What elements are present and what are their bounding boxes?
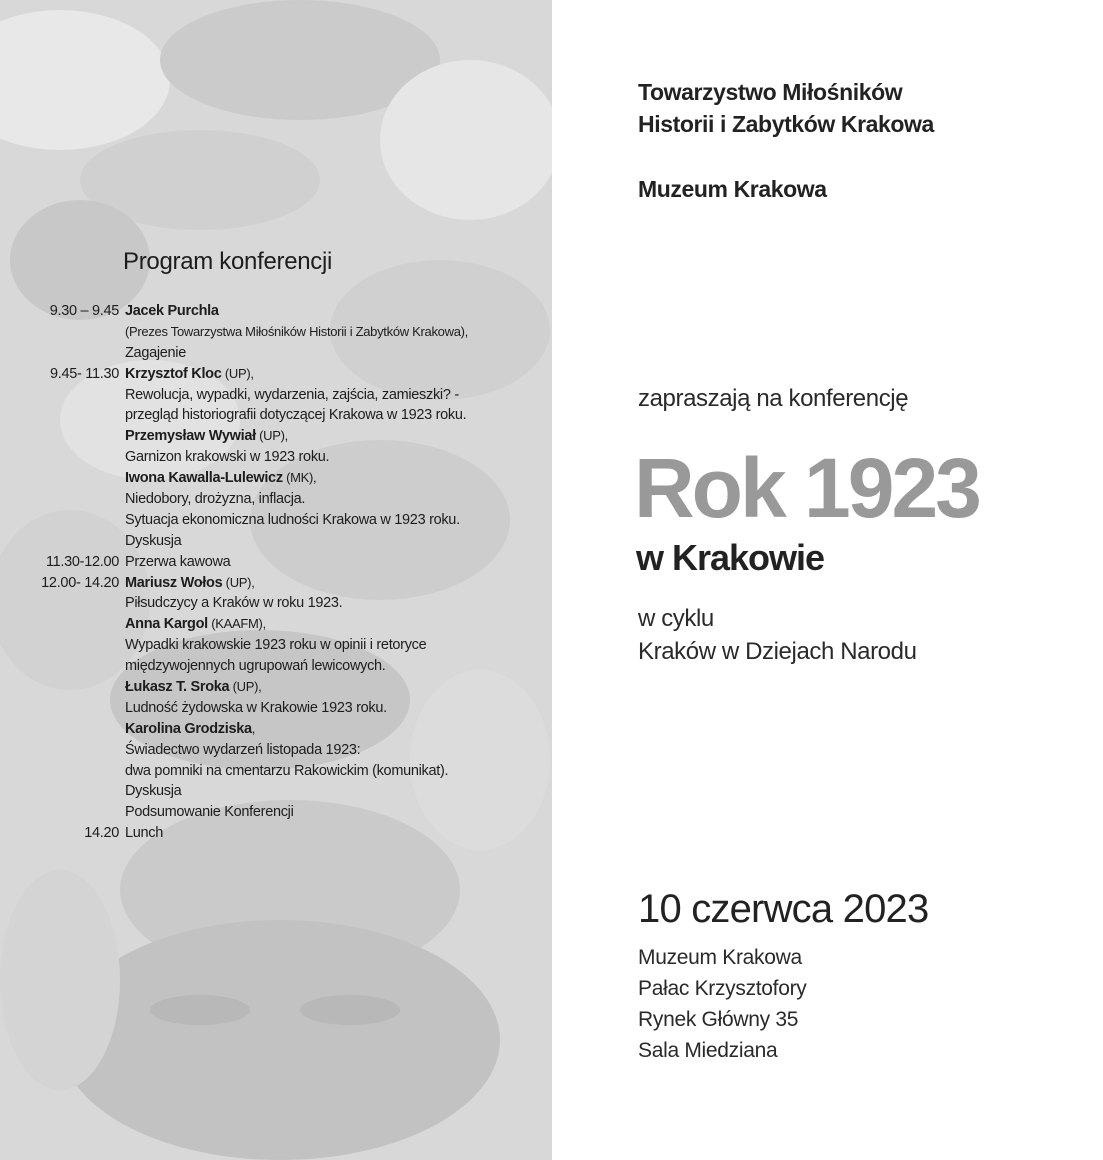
session-body <box>125 387 459 403</box>
organizer-line-1: Towarzystwo Miłośników <box>638 79 903 105</box>
session-time: 12.00- 14.20 <box>41 574 119 591</box>
program-row <box>0 491 552 512</box>
invitation-panel <box>552 0 1103 1160</box>
session-text: dwa pomniki na cmentarzu Rakowickim (komunikat). <box>125 762 449 779</box>
session-text: Dyskusja <box>125 783 182 800</box>
program-row <box>0 303 552 324</box>
speaker-name: Anna Kargol <box>125 616 208 633</box>
session-body <box>125 763 448 779</box>
session-body <box>125 700 387 716</box>
session-body <box>125 491 305 507</box>
speaker-name: Iwona Kawalla-Lulewicz <box>125 470 283 487</box>
program-row <box>0 324 552 345</box>
program-row <box>0 575 552 596</box>
invitation-text: zapraszają na konferencję <box>638 385 909 412</box>
session-body <box>125 595 342 611</box>
session-body <box>125 449 329 465</box>
program-row <box>0 742 552 763</box>
session-text: Świadectwo wydarzeń listopada 1923: <box>125 741 361 758</box>
program-row <box>0 533 552 554</box>
session-time: 11.30-12.00 <box>45 553 119 570</box>
program-row <box>0 804 552 825</box>
session-time: 14.20 <box>84 825 119 842</box>
speaker-affiliation: (KAAFM), <box>207 616 266 632</box>
session-text: (Prezes Towarzystwa Miłośników Historii i Zabytków Krakowa), <box>125 323 468 339</box>
session-body <box>125 679 261 695</box>
speaker-affiliation: (UP), <box>229 679 262 695</box>
session-time: 9.45- 11.30 <box>50 365 119 382</box>
session-body <box>125 721 255 737</box>
session-time: 9.30 – 9.45 <box>49 303 119 319</box>
session-body <box>125 324 468 339</box>
program-row <box>0 345 552 366</box>
session-body <box>125 616 266 632</box>
session-body <box>125 804 294 820</box>
cycle-name: Kraków w Dziejach Narodu <box>638 638 917 665</box>
session-text: Zagajenie <box>125 344 186 361</box>
session-body <box>125 637 426 653</box>
session-text: Rewolucja, wypadki, wydarzenia, zajścia, zamieszki? - <box>125 386 459 403</box>
session-text: Garnizon krakowski w 1923 roku. <box>125 449 330 466</box>
program-title: Program konferencji <box>123 248 333 275</box>
speaker-name: Mariusz Wołos <box>125 574 223 591</box>
cycle-label: w cyklu <box>638 605 714 632</box>
session-body <box>125 428 288 444</box>
conference-date: 10 czerwca 2023 <box>638 887 929 931</box>
speaker-name: Łukasz T. Sroka <box>125 679 230 696</box>
program-row <box>0 658 552 679</box>
session-body <box>125 366 254 382</box>
session-body <box>125 407 466 423</box>
program-row <box>0 387 552 408</box>
program-row <box>0 554 552 575</box>
speaker-name: Karolina Grodziska <box>125 720 252 737</box>
session-text: Lunch <box>125 825 164 842</box>
venue-line: Muzeum Krakowa <box>638 946 802 969</box>
program-row <box>0 428 552 449</box>
venue-line: Rynek Główny 35 <box>638 1008 799 1031</box>
session-body <box>125 470 316 486</box>
session-body <box>125 554 230 570</box>
session-text: Sytuacja ekonomiczna ludności Krakowa w 1923 roku. <box>125 511 460 528</box>
session-body <box>125 783 181 799</box>
speaker-affiliation: , <box>251 720 256 736</box>
speaker-affiliation: (UP), <box>255 428 288 444</box>
program-row <box>0 449 552 470</box>
session-body <box>125 658 386 674</box>
venue-line: Pałac Krzysztofory <box>638 977 807 1000</box>
speaker-name: Krzysztof Kloc <box>125 365 222 382</box>
speaker-affiliation: (MK), <box>282 470 317 486</box>
program-row <box>0 407 552 428</box>
program-row <box>0 763 552 784</box>
session-body <box>125 533 181 549</box>
program-row <box>0 783 552 804</box>
program-row <box>0 637 552 658</box>
organizer-line-3: Muzeum Krakowa <box>638 176 827 202</box>
conference-title: Rok 1923 <box>634 441 979 535</box>
speaker-name: Przemysław Wywiał <box>125 428 256 445</box>
session-text: Przerwa kawowa <box>125 553 231 570</box>
session-body <box>125 575 255 591</box>
session-body <box>125 825 163 841</box>
speaker-affiliation: (UP), <box>221 365 254 381</box>
session-text: Niedobory, drożyzna, inflacja. <box>125 491 306 508</box>
conference-subtitle: w Krakowie <box>636 537 825 578</box>
session-text: przegląd historiografii dotyczącej Krakowa w 1923 roku. <box>125 407 467 424</box>
speaker-affiliation: (UP), <box>222 574 255 590</box>
session-text: Dyskusja <box>125 532 182 549</box>
session-body <box>125 303 219 319</box>
session-text: międzywojennych ugrupowań lewicowych. <box>125 658 386 675</box>
session-body <box>125 345 186 361</box>
program-row <box>0 825 552 846</box>
program-row <box>0 721 552 742</box>
session-text: Wypadki krakowskie 1923 roku w opinii i retoryce <box>125 637 427 654</box>
session-text: Podsumowanie Konferencji <box>125 804 294 821</box>
program-row <box>0 366 552 387</box>
program-row <box>0 595 552 616</box>
session-text: Ludność żydowska w Krakowie 1923 roku. <box>125 699 387 716</box>
session-body <box>125 512 460 528</box>
speaker-name: Jacek Purchla <box>125 303 219 319</box>
program-row <box>0 470 552 491</box>
session-body <box>125 742 360 758</box>
program-row <box>0 512 552 533</box>
organizer-line-2: Historii i Zabytków Krakowa <box>638 111 934 137</box>
program-row <box>0 616 552 637</box>
program-row <box>0 679 552 700</box>
session-text: Piłsudczycy a Kraków w roku 1923. <box>125 595 343 612</box>
venue-line: Sala Miedziana <box>638 1039 778 1062</box>
program-schedule <box>0 303 552 846</box>
program-row <box>0 700 552 721</box>
